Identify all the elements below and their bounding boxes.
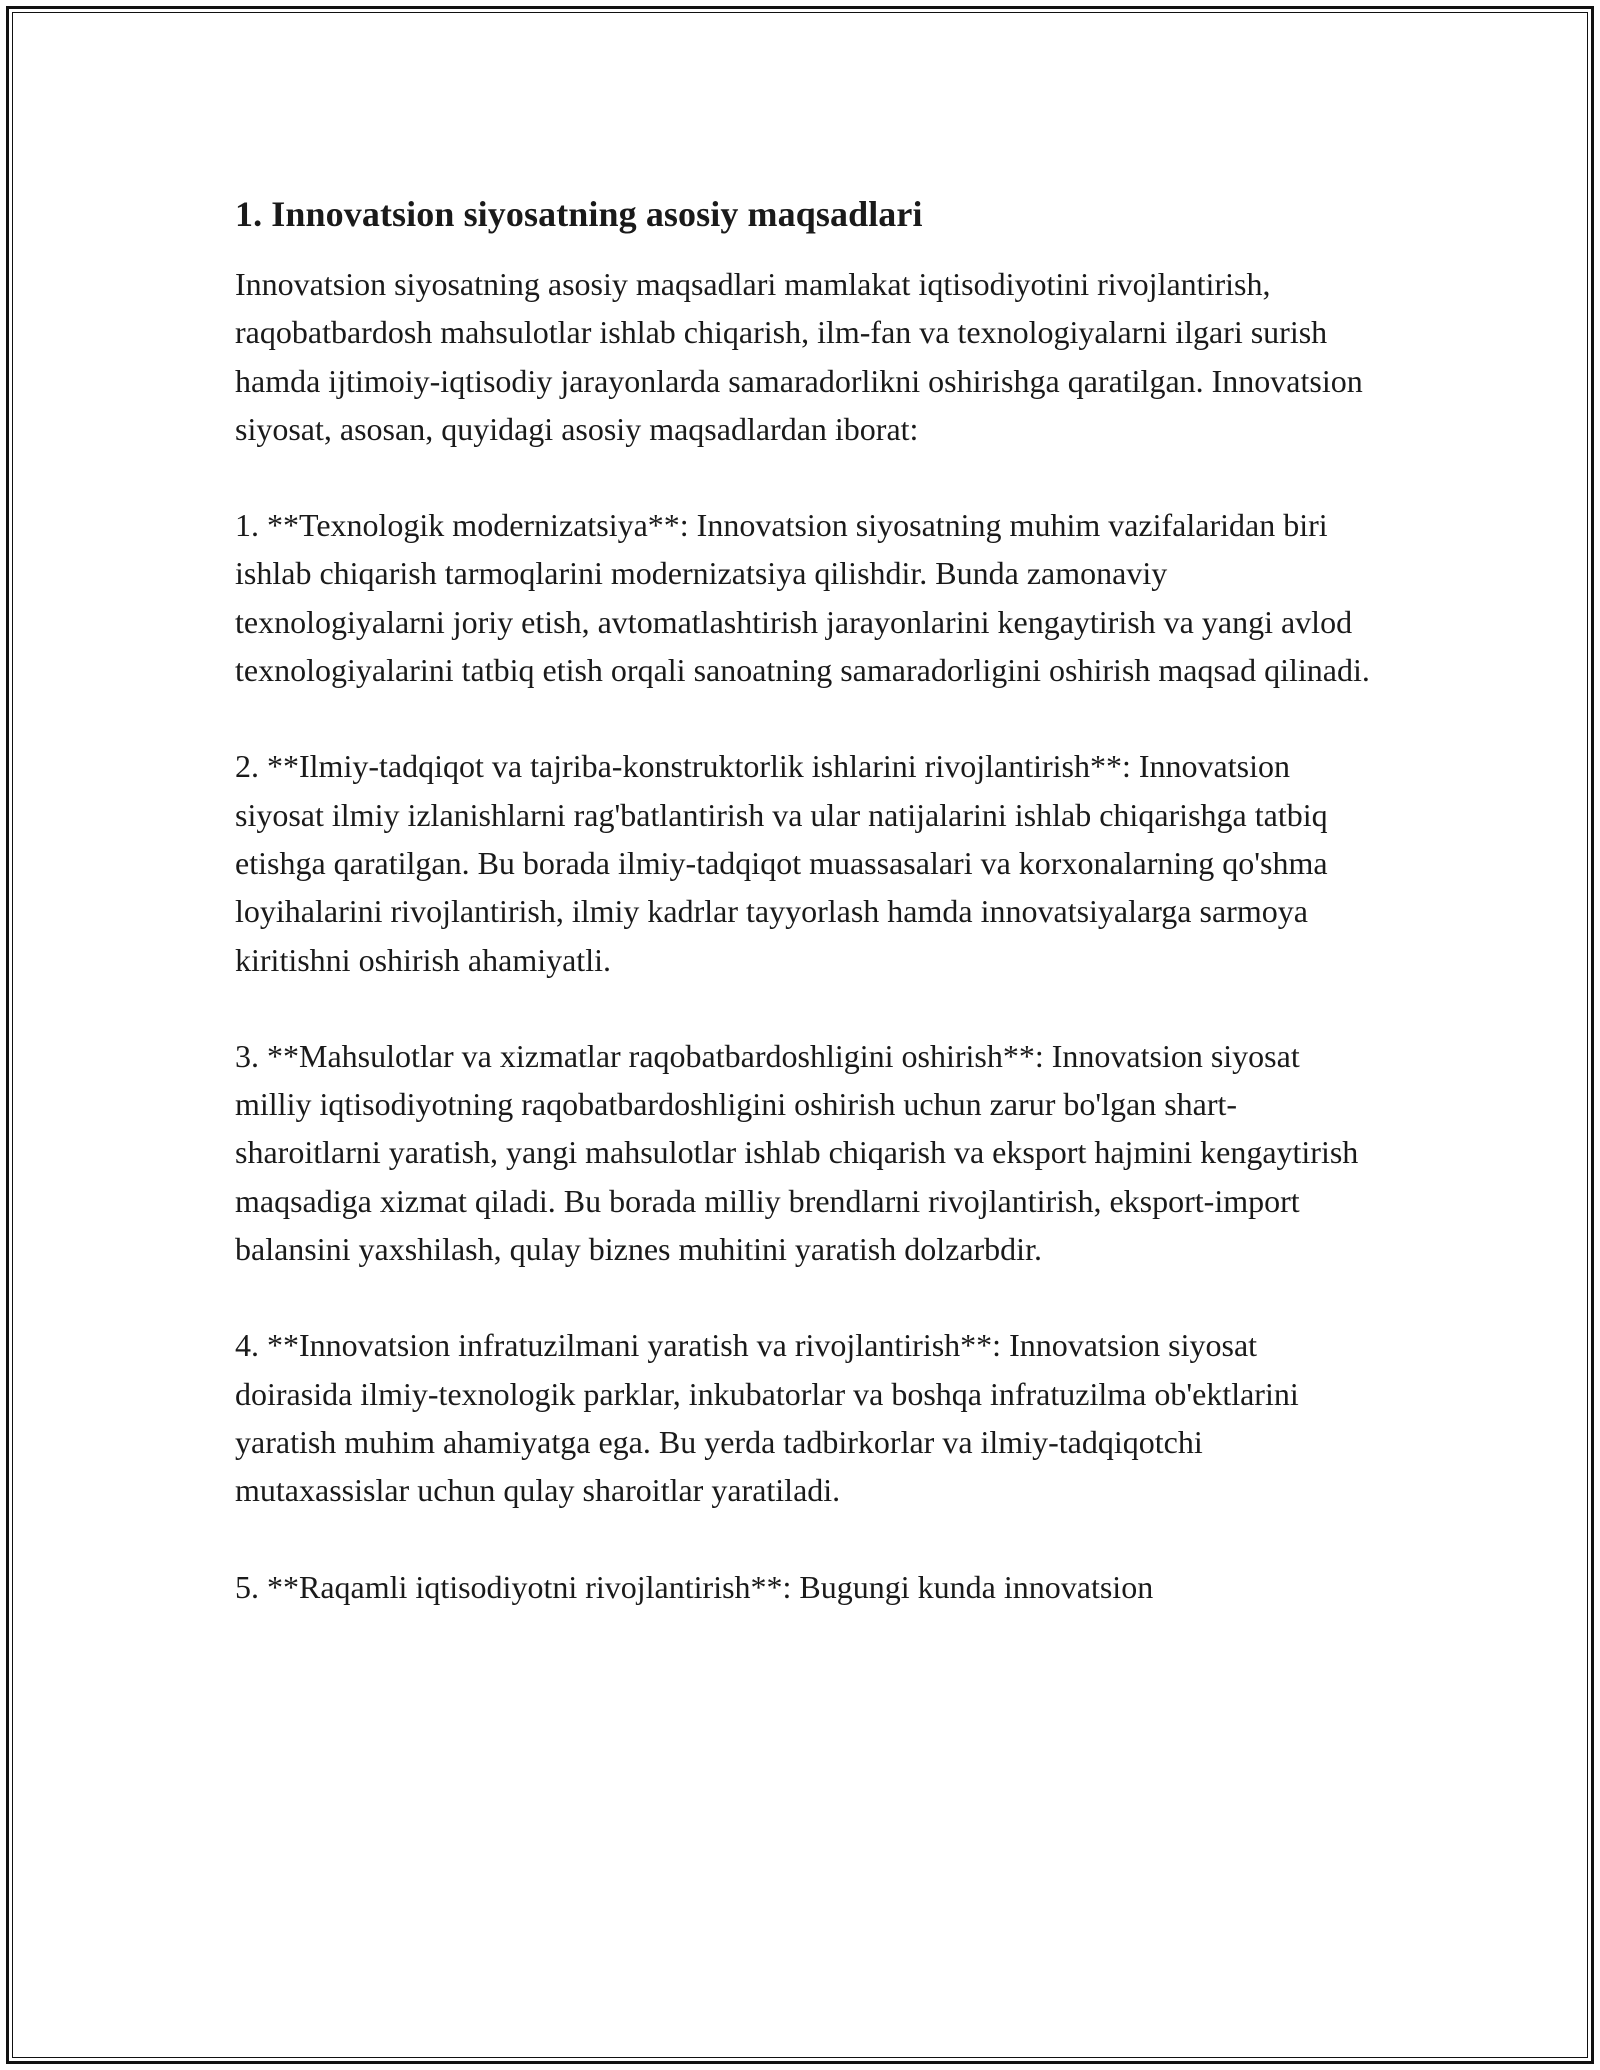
list-item-4: 4. **Innovatsion infratuzilmani yaratish va rivojlantirish**: Innovatsion siyosat doirasida ilmiy-texnologik parklar, inkubatorlar va boshqa infratuzilma ob'ektlarini yaratish muhim ahamiyatga ega. Bu yerda tadbirkorlar va ilmiy-tadqiqotchi mutaxassislar uchun qulay sharoitlar yaratiladi. — [235, 1327, 1299, 1509]
list-item-1: 1. **Texnologik modernizatsiya**: Innovatsion siyosatning muhim vazifalaridan biri ishlab chiqarish tarmoqlarini modernizatsiya qilishdir. Bunda zamonaviy texnologiyalarni joriy etish, avtomatlashtirish jarayonlarini kengaytirish va yangi avlod texnologiyalarini tatbiq etish orqali sanoatning samaradorligini oshirish maqsad qilinadi. — [235, 507, 1370, 689]
intro-paragraph: Innovatsion siyosatning asosiy maqsadlari mamlakat iqtisodiyotini rivojlantirish, raqobatbardosh mahsulotlar ishlab chiqarish, ilm-fan va texnologiyalarni ilgari surish hamda ijtimoiy-iqtisodiy jarayonlarda samaradorlikni oshirishga qaratilgan. Innovatsion siyosat, asosan, quyidagi asosiy maqsadlardan iborat: — [235, 266, 1363, 447]
document-body — [235, 186, 1375, 1659]
list-item-3: 3. **Mahsulotlar va xizmatlar raqobatbardoshligini oshirish**: Innovatsion siyosat milliy iqtisodiyotning raqobatbardoshligini oshirish uchun zarur bo'lgan shart-sharoitlarni yaratish, yangi mahsulotlar ishlab chiqarish va eksport hajmini kengaytirish maqsadiga xizmat qiladi. Bu borada milliy brendlarni rivojlantirish, eksport-import balansini yaxshilash, qulay biznes muhitini yaratish dolzarbdir. — [235, 1037, 1359, 1268]
list-item-5: 5. **Raqamli iqtisodiyotni rivojlantirish**: Bugungi kunda innovatsion — [235, 1568, 1154, 1605]
section-heading: 1. Innovatsion siyosatning asosiy maqsadlari — [235, 194, 923, 234]
list-item-2: 2. **Ilmiy-tadqiqot va tajriba-konstruktorlik ishlarini rivojlantirish**: Innovatsion siyosat ilmiy izlanishlarni rag'batlantirish va ular natijalarini ishlab chiqarishga tatbiq etishga qaratilgan. Bu borada ilmiy-tadqiqot muassasalari va korxonalarning qo'shma loyihalarini rivojlantirish, ilmiy kadrlar tayyorlash hamda innovatsiyalarga sarmoya kiritishni oshirish ahamiyatli. — [235, 748, 1328, 978]
